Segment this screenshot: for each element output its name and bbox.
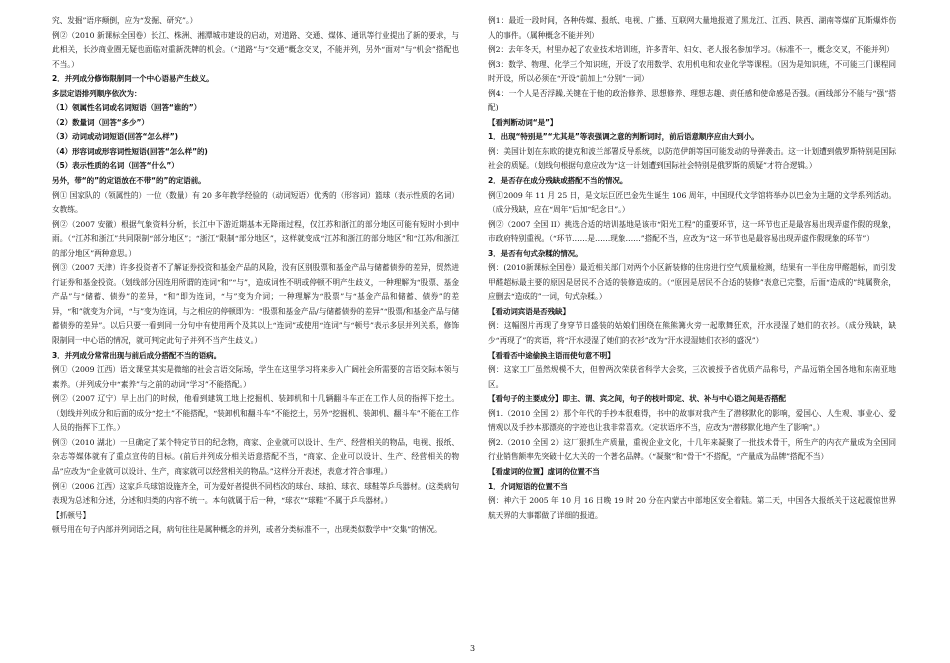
paragraph: 例：神六于 2005 年 10 月 16 日晚 19 时 20 分在内蒙古中部地区安全着陆。第二天，中国各大报纸关于这起震惊世界航天界的大事都做了详细的报道。 (488, 496, 896, 520)
section-heading: 【看判断动词“是”】 (488, 117, 558, 127)
paragraph: 例2：去年冬天，村里办起了农业技术培训班，许多青年、妇女、老人报名参加学习。（标准不一，概念交叉，不能并列） (488, 45, 894, 55)
paragraph: 例：这幅图片再现了身穿节日盛装的姑娘们围绕在熊熊篝火旁一起歌舞狂欢，汗水浸湿了她们的衣衫。（成分残缺，缺少“再现了”的宾语，将“汗水浸湿了她们的衣衫”改为“汗水浸湿她们衣衫的盛况”） (488, 321, 896, 346)
list-item: （1）领属性名词或名词短语（回答“谁的”） (52, 103, 202, 113)
paragraph: 顿号用在句子内部并列词语之间，病句往往是属种概念的并列，或者分类标准不一，出现类似数学中“交集”的情况。 (52, 525, 442, 535)
paragraph: 例3：数学、物理、化学三个知识班，开设了农用数学、农用机电和农业化学等课程。（因为是知识班，不可能三门课程同时开设，所以必须在“开设”前加上“分别”一词） (488, 59, 896, 84)
paragraph: 例③（2010 湖北）一旦确定了某个特定节日的纪念物，商家、企业就可以设计、生产、经营相关的物品，电视、报纸、杂志等媒体就有了重点宣传的目标。(前后并列成分相关语意搭配不当，“商家、企业可以设计、生产、经营相关的物品”应改为“企业就可以设计、生产，商家就可以经营相关的物品。”这样分开表述，表意才符合事理。） (52, 437, 459, 476)
paragraph: 例③（2007 天津）许多投资者不了解证券投资和基金产品的风险，没有区别股票和基金产品与储蓄债券的差异，贸然进行证券和基金投资。（划线部分因连用所谓的连词“和”“与”，造成词性不明或停顿不明产生歧义，一种理解为“股票、基金产品”与“储蓄、债券”的差异，“和”即为连词，“与”变为介词；一种理解为“股票”与“基金产品和储蓄、债券”的差异，“和”就变为介词，“与”变为连词，与之相应的停顿即为：“股票和基金产品/与储蓄债券的差异”“股票/和基金产品与储蓄债券的差异”。以后只要一看到同一分句中有使用两个及其以上“连词”或使用“连词”与“顿号”表示多层并列关系，修饰限制同一中心语的情况，就可判定此句子并列不当产生歧义。） (52, 263, 459, 346)
section-heading: 2．并列成分修饰限制同一个中心语易产生歧义。 (52, 74, 214, 84)
section-heading: 【看动词宾语是否残缺】 (488, 306, 570, 316)
paragraph: 例②（2007 安徽）根据气象资料分析，长江中下游近期基本无降雨过程，仅江苏和浙江的部分地区可能有短时小到中雨。（“江苏和浙江”共同限制“部分地区”；“浙江”限制“部分地区”，这样就变成“江苏和浙江的部分地区”和“江苏/和浙江的部分地区”两种意思。） (52, 219, 459, 258)
paragraph: 例②（2007 全国 II）挑选合适的培训基地是该市“阳光工程”的重要环节，这一环节也正是最容易出现弄虚作假的现象，市政府特别重视。（“环节……是……现象……”搭配不当，应改为“这一环节也是最容易出现弄虚作假现象的环节”） (488, 219, 896, 244)
paragraph: 究、发掘”语序颠倒，应为“发掘、研究”。） (52, 16, 198, 25)
section-heading: 2．是否存在成分残缺或搭配不当的情况。 (488, 176, 628, 186)
paragraph: 例4：一个人是否浮躁,关键在于他的政治修养、思想修养、理想志趣、责任感和使命感是否强。(画线部分不能与“强”搭配) (488, 88, 896, 113)
paragraph: 例① 国家队的（领属性的）一位（数量）有 20 多年教学经验的（动词短语）优秀的（形容词）篮球（表示性质的名词）女教练。 (52, 190, 459, 215)
paragraph: 例1.（2010 全国 2）那个年代的手抄本很难得，书中的故事对我产生了潜移默化的影响，爱国心、人生观、事业心、爱情观以及手抄本那漂亮的字迹也让我非常喜欢。（定状语序不当，应改为“潜移默化地产生了影响”。） (488, 408, 896, 433)
list-item: （5）表示性质的名词（回答“什么”） (52, 161, 179, 171)
paragraph: 例②（2010 新课标全国卷）长江、株洲、湘潭城市建设的启动，对道路、交通、煤体、通讯等行业提出了新的要求，与此相关，长沙商业圈无疑也面临对重新洗牌的机会。（“道路”与“交通”概念交叉，不能并列，另外“面对”与“机会”搭配也不当。） (52, 30, 459, 69)
section-heading: 【看句子的主要成分】即主、谓、宾之间，句子的枝叶即定、状、补与中心语之间是否搭配 (488, 394, 786, 404)
section-heading: 1．介词短语的位置不当 (488, 481, 568, 491)
section-heading: 3．并列成分常常出现与前后成分搭配不当的语病。 (52, 350, 222, 360)
right-column (488, 14, 896, 523)
left-column (52, 14, 459, 538)
section-heading: 【看看否中途偷换主语而使句意不明】 (488, 350, 615, 360)
paragraph: 【抓顿号】 (52, 510, 91, 520)
section-heading: 1．出现“特别是”“尤其是”等表强调之意的判断词时，前后语意顺序应由大到小。 (488, 132, 759, 142)
page-number: 3 (470, 644, 476, 653)
paragraph: 例①2009 年 11 月 25 日，是文坛巨匠巴金先生诞生 106 周年，中国现代文学馆将举办以巴金为主题的文学系列活动。（成分残缺，应在“周年”后加“纪念日”。） (488, 190, 896, 215)
section-heading: 3．是否有句式杂糅的情况。 (488, 248, 583, 258)
paragraph: 例②（2007 辽宁）早上出门的时候，他看到建筑工地上挖掘机、装卸机和十几辆翻斗车正在工作人员的指挥下挖土。（划线并列成分和后面的成分“挖土”不能搭配，“装卸机和翻斗车”不能挖土，另外“挖掘机、装卸机、翻斗车”不能在工作人员的指挥下工作。） (52, 394, 459, 433)
paragraph: 例：(2010新课标全国卷）最近相关部门对两个小区新装修的住房进行空气质量检测，结果有一半住房甲醛超标，而引发甲醛超标最主要的原因是居民不合适的装修造成的。（“原因是居民不合适的装修”表意已完整，后面“造成的”纯属赘余，应删去“造成的”一词，句式杂糅。） (488, 263, 896, 302)
list-item: （2）数量词（回答“多少”） (52, 117, 149, 127)
section-heading: 【看虚词的位置】虚词的位置不当 (488, 466, 600, 476)
list-item: （3）动词或动词短语(回答“怎么样”) (52, 132, 178, 142)
paragraph: 例1：最近一段时间，各种传媒、报纸、电视、广播、互联网大量地报道了黑龙江、江西、陕西、湖南等煤矿瓦斯爆炸伤人的事件。（属种概念不能并列） (488, 16, 896, 40)
paragraph: 例：这家工厂虽然规模不大，但曾两次荣获省科学大会奖，三次被授予省优质产品称号，产品远销全国各地和东南亚地区。 (488, 365, 896, 389)
section-heading: 另外，带“的”的定语放在不带“的”的定语前。 (52, 176, 206, 186)
list-item: （4）形容词或形容词性短语(回答“怎么样”的) (52, 146, 208, 156)
paragraph: 例2.（2010 全国 2）这厂狠抓生产质量，重视企业文化，十几年来凝聚了一批技术骨干，所生产的内衣产量成为全国同行业销售额率先突破十亿大关的一个著名品牌。（“凝聚”和“骨干”不搭配，“产量成为品牌”搭配不当） (488, 437, 896, 462)
section-heading: 多层定语排列顺序依次为： (52, 88, 142, 98)
paragraph: 例：美国计划在东欧的捷克和波兰部署反导系统，以防范伊朗等国可能发动的导弹袭击。这一计划遭到俄罗斯特别是国际社会的质疑。（划线句根据句意应改为“这一计划遭到国际社会特别是俄罗斯的质疑”才符合逻辑。） (488, 146, 896, 171)
paragraph: 例①（2009 江西）语文课堂其实是微缩的社会言语交际场，学生在这里学习将来步入广阔社会所需要的言语交际本领与素养。（并列成分中“素养”与之前的动词“学习”不能搭配。） (52, 365, 459, 389)
paragraph: 例④（2006 江西）这家乒乓球馆设施齐全，可为爱好者提供不同档次的球台、球拍、球衣、球鞋等乒乓器材。(这类病句表现为总述和分述，分述和归类的内容不统一。本句就属于后一种，“球衣”“球鞋”不属于乒乓器材。） (52, 481, 459, 506)
